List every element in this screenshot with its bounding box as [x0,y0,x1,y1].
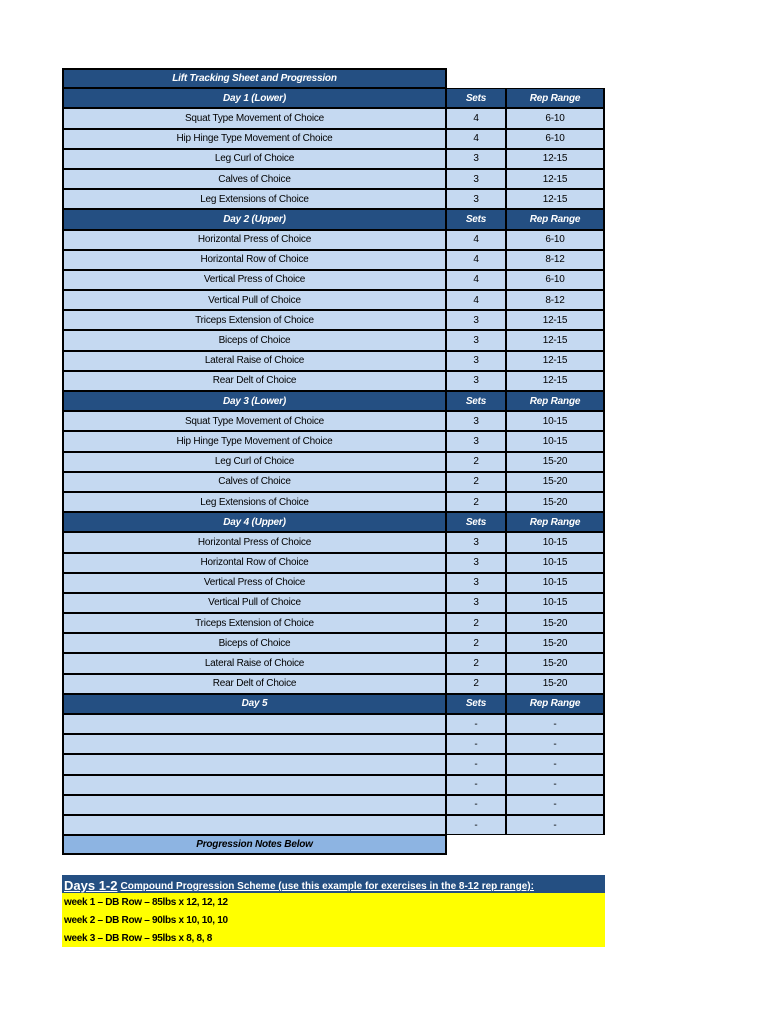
sets-header: Sets [447,391,507,411]
exercise-sets: - [447,714,507,734]
exercise-sets: - [447,795,507,815]
exercise-row [62,310,605,330]
exercise-name: Calves of Choice [62,472,447,492]
exercise-sets: - [447,815,507,835]
rep-range-header: Rep Range [507,512,605,532]
exercise-rep-range: 12-15 [507,169,605,189]
exercise-name: Vertical Press of Choice [62,270,447,290]
exercise-row [62,411,605,431]
exercise-sets: 4 [447,270,507,290]
exercise-row [62,270,605,290]
exercise-rep-range: 15-20 [507,653,605,673]
progression-line: week 2 – DB Row – 90lbs x 10, 10, 10 [62,911,605,929]
day-header-row [62,88,605,108]
exercise-row [62,653,605,673]
exercise-name: Rear Delt of Choice [62,674,447,694]
exercise-row [62,613,605,633]
exercise-sets: - [447,734,507,754]
exercise-sets: 2 [447,472,507,492]
exercise-row [62,290,605,310]
exercise-rep-range: 12-15 [507,351,605,371]
exercise-sets: - [447,775,507,795]
exercise-rep-range: 15-20 [507,613,605,633]
exercise-name: Vertical Pull of Choice [62,593,447,613]
exercise-rep-range: 12-15 [507,149,605,169]
exercise-sets: 3 [447,169,507,189]
exercise-sets: 4 [447,290,507,310]
day-title: Day 1 (Lower) [62,88,447,108]
day-header-row [62,512,605,532]
exercise-row [62,230,605,250]
exercise-row [62,371,605,391]
exercise-name: Biceps of Choice [62,330,447,350]
progression-heading-text: Compound Progression Scheme (use this example for exercises in the 8-12 rep range): [120,881,534,892]
progression-section [62,875,605,947]
exercise-row [62,330,605,350]
exercise-sets: 2 [447,674,507,694]
exercise-row [62,189,605,209]
exercise-name: Triceps Extension of Choice [62,613,447,633]
exercise-sets: 3 [447,149,507,169]
exercise-name: Triceps Extension of Choice [62,310,447,330]
exercise-row [62,714,605,734]
rep-range-header: Rep Range [507,88,605,108]
exercise-row [62,815,605,835]
exercise-row [62,452,605,472]
exercise-name: Leg Extensions of Choice [62,492,447,512]
exercise-sets: 3 [447,189,507,209]
exercise-name [62,714,447,734]
exercise-sets: 3 [447,351,507,371]
exercise-name: Squat Type Movement of Choice [62,108,447,128]
sets-header: Sets [447,88,507,108]
exercise-name: Lateral Raise of Choice [62,653,447,673]
exercise-row [62,553,605,573]
exercise-rep-range: 15-20 [507,633,605,653]
progression-line: week 3 – DB Row – 95lbs x 8, 8, 8 [62,929,605,947]
exercise-sets: 3 [447,593,507,613]
exercise-name: Squat Type Movement of Choice [62,411,447,431]
exercise-rep-range: 15-20 [507,674,605,694]
day-header-row [62,209,605,229]
exercise-name [62,734,447,754]
day-title: Day 4 (Upper) [62,512,447,532]
exercise-name: Rear Delt of Choice [62,371,447,391]
exercise-name: Calves of Choice [62,169,447,189]
exercise-name: Horizontal Row of Choice [62,553,447,573]
exercise-rep-range: 12-15 [507,310,605,330]
exercise-sets: 3 [447,573,507,593]
exercise-rep-range: 12-15 [507,189,605,209]
exercise-sets: - [447,754,507,774]
exercise-rep-range: 6-10 [507,270,605,290]
exercise-name: Leg Extensions of Choice [62,189,447,209]
exercise-sets: 2 [447,653,507,673]
exercise-rep-range: 10-15 [507,573,605,593]
rep-range-header: Rep Range [507,209,605,229]
exercise-row [62,734,605,754]
sets-header: Sets [447,209,507,229]
day-header-row [62,391,605,411]
exercise-sets: 2 [447,633,507,653]
exercise-sets: 3 [447,532,507,552]
exercise-sets: 2 [447,452,507,472]
day-title: Day 2 (Upper) [62,209,447,229]
exercise-sets: 3 [447,431,507,451]
exercise-rep-range: 15-20 [507,472,605,492]
exercise-rep-range: 10-15 [507,593,605,613]
exercise-row [62,351,605,371]
exercise-row [62,775,605,795]
exercise-sets: 4 [447,230,507,250]
exercise-sets: 2 [447,613,507,633]
exercise-name: Horizontal Press of Choice [62,230,447,250]
exercise-name: Vertical Pull of Choice [62,290,447,310]
exercise-name: Biceps of Choice [62,633,447,653]
exercise-rep-range: 8-12 [507,250,605,270]
exercise-row [62,129,605,149]
exercise-name [62,775,447,795]
exercise-sets: 4 [447,250,507,270]
exercise-name: Lateral Raise of Choice [62,351,447,371]
exercise-row [62,674,605,694]
exercise-sets: 3 [447,330,507,350]
exercise-row [62,149,605,169]
exercise-rep-range: 15-20 [507,452,605,472]
exercise-name: Horizontal Press of Choice [62,532,447,552]
exercise-rep-range: - [507,775,605,795]
exercise-name [62,754,447,774]
exercise-row [62,633,605,653]
exercise-rep-range: - [507,795,605,815]
exercise-name [62,795,447,815]
exercise-rep-range: - [507,714,605,734]
exercise-rep-range: - [507,754,605,774]
exercise-rep-range: 6-10 [507,230,605,250]
exercise-row [62,532,605,552]
exercise-name [62,815,447,835]
exercise-sets: 3 [447,310,507,330]
day-title: Day 5 [62,694,447,714]
exercise-name: Leg Curl of Choice [62,452,447,472]
day-title: Day 3 (Lower) [62,391,447,411]
exercise-sets: 3 [447,371,507,391]
progression-heading-days: Days 1-2 [64,878,118,893]
exercise-row [62,108,605,128]
sheet-title: Lift Tracking Sheet and Progression [62,68,447,88]
progression-line: week 1 – DB Row – 85lbs x 12, 12, 12 [62,893,605,911]
exercise-row [62,593,605,613]
exercise-rep-range: 12-15 [507,330,605,350]
exercise-rep-range: 10-15 [507,553,605,573]
sheet-title-row [62,68,605,88]
exercise-row [62,169,605,189]
exercise-name: Hip Hinge Type Movement of Choice [62,129,447,149]
exercise-sets: 3 [447,553,507,573]
exercise-sets: 4 [447,129,507,149]
exercise-rep-range: 6-10 [507,129,605,149]
exercise-row [62,472,605,492]
exercise-row [62,492,605,512]
exercise-row [62,573,605,593]
exercise-sets: 2 [447,492,507,512]
progression-notes-row [62,835,605,855]
exercise-rep-range: - [507,815,605,835]
sets-header: Sets [447,694,507,714]
exercise-name: Hip Hinge Type Movement of Choice [62,431,447,451]
exercise-row [62,754,605,774]
exercise-row [62,250,605,270]
exercise-rep-range: 15-20 [507,492,605,512]
exercise-rep-range: 8-12 [507,290,605,310]
exercise-name: Horizontal Row of Choice [62,250,447,270]
exercise-row [62,795,605,815]
rep-range-header: Rep Range [507,694,605,714]
progression-heading [62,875,605,893]
rep-range-header: Rep Range [507,391,605,411]
exercise-name: Vertical Press of Choice [62,573,447,593]
exercise-sets: 3 [447,411,507,431]
exercise-rep-range: 12-15 [507,371,605,391]
exercise-row [62,431,605,451]
exercise-rep-range: 6-10 [507,108,605,128]
exercise-rep-range: 10-15 [507,411,605,431]
exercise-name: Leg Curl of Choice [62,149,447,169]
exercise-rep-range: 10-15 [507,532,605,552]
exercise-sets: 4 [447,108,507,128]
progression-notes-label: Progression Notes Below [62,835,447,855]
lift-tracking-table [62,68,605,855]
sets-header: Sets [447,512,507,532]
exercise-rep-range: - [507,734,605,754]
day-header-row [62,694,605,714]
exercise-rep-range: 10-15 [507,431,605,451]
